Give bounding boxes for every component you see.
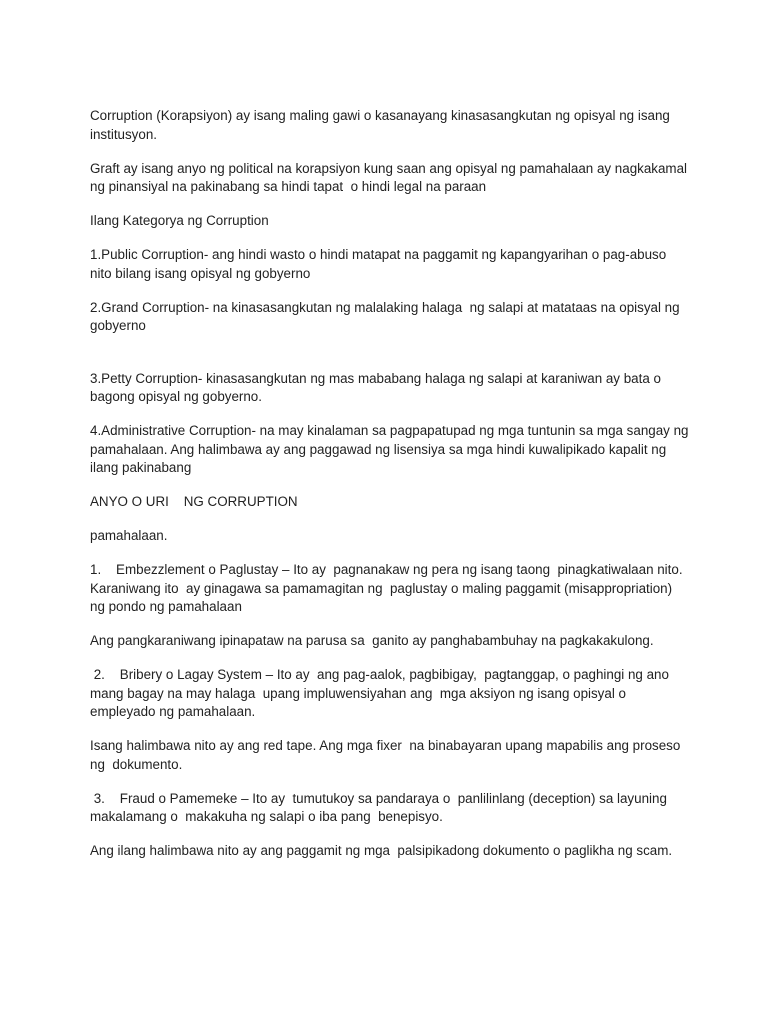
form-fraud: 3. Fraud o Pamemeke – Ito ay tumutukoy sa pandaraya o panlilinlang (deception) sa layuning makalamang o makakuha ng salapi o iba pang benepisyo. bbox=[90, 790, 671, 824]
form-embezzlement: 1. Embezzlement o Paglustay – Ito ay pagnanakaw ng pera ng isang taong pinagkatiwalaan nito. Karaniwang ito ay ginagawa sa pamamagitan ng paglustay o maling paggamit (misappropriation) ng pondo ng pamahalaan bbox=[90, 562, 687, 614]
bribery-example: Isang halimbawa nito ay ang red tape. Ang mga fixer na binabayaran upang mapabilis ang proseso ng dokumento. bbox=[90, 738, 685, 772]
embezzlement-penalty: Ang pangkaraniwang ipinapataw na parusa sa ganito ay panghabambuhay na pagkakakulong. bbox=[90, 633, 654, 648]
definition-graft: Graft ay isang anyo ng political na korapsiyon kung saan ang opisyal ng pamahalaan ay nagkakamal ng pinansiyal na pakinabang sa hindi tapat o hindi legal na paraan bbox=[90, 160, 691, 194]
fragment-pamahalaan: pamahalaan. bbox=[90, 528, 168, 543]
category-petty-corruption: 3.Petty Corruption- kinasasangkutan ng mas mababang halaga ng salapi at karaniwan ay bata o bagong opisyal ng gobyerno. bbox=[90, 370, 665, 404]
category-grand-corruption: 2.Grand Corruption- na kinasasangkutan ng malalaking halaga ng salapi at matataas na opisyal ng gobyerno bbox=[90, 299, 684, 333]
document-page bbox=[90, 107, 693, 876]
category-administrative-corruption: 4.Administrative Corruption- na may kinalaman sa pagpapatupad ng mga tuntunin sa mga sangay ng pamahalaan. Ang halimbawa ay ang paggawad ng lisensiya sa mga hindi kuwalipikado kapalit ng ilang pakinabang bbox=[90, 423, 693, 475]
section-heading-forms: ANYO O URI NG CORRUPTION bbox=[90, 494, 298, 509]
definition-corruption: Corruption (Korapsiyon) ay isang maling gawi o kasanayang kinasasangkutan ng opisyal ng isang institusyon. bbox=[90, 108, 674, 142]
category-public-corruption: 1.Public Corruption- ang hindi wasto o hindi matapat na paggamit ng kapangyarihan o pag-abuso nito bilang isang opisyal ng gobyerno bbox=[90, 247, 670, 281]
section-heading-categories: Ilang Kategorya ng Corruption bbox=[90, 213, 269, 228]
fraud-example: Ang ilang halimbawa nito ay ang paggamit ng mga palsipikadong dokumento o paglikha ng scam. bbox=[90, 843, 673, 858]
form-bribery: 2. Bribery o Lagay System – Ito ay ang pag-aalok, pagbibigay, pagtanggap, o paghingi ng ano mang bagay na may halaga upang impluwensiyahan ang mga aksiyon ng isang opisyal o empleyado ng pamahalaan. bbox=[90, 667, 677, 719]
